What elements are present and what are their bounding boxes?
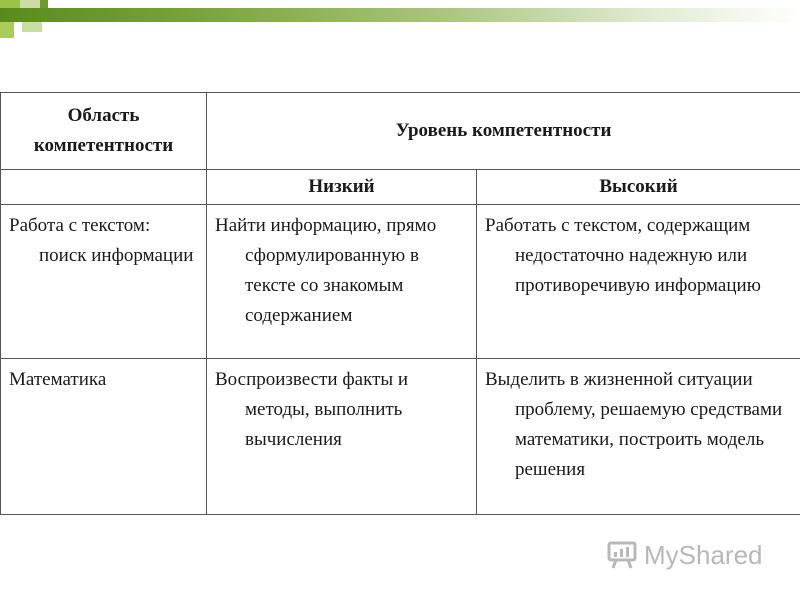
table-subheader-row [1,170,800,205]
decor-square [22,22,42,32]
row-low-cell: Воспроизвести факты и методы, выполнить вычисления [207,359,477,515]
decor-square [0,0,20,8]
row-high-cell: Выделить в жизненной ситуации проблему, решаемую средствами математики, построить модель решения [477,359,800,515]
presentation-board-icon [606,540,638,570]
row-area-cell: Математика [1,359,207,515]
header-gradient-bar [0,8,800,22]
header-high: Высокий [477,170,800,205]
table-row [1,359,800,515]
header-area: Область компетентности [1,93,207,170]
row-low-cell: Найти информацию, прямо сформулированную в тексте со знакомым содержанием [207,205,477,359]
decor-square [0,22,14,38]
table-row [1,205,800,359]
logo-text: MyShared [644,539,763,570]
row-high-cell: Работать с текстом, содержащим недостаточно надежную или противоречивую информацию [477,205,800,359]
header-low: Низкий [207,170,477,205]
decor-square [40,0,48,8]
header-level: Уровень компетентности [207,93,800,170]
table-header-row [1,93,800,170]
header-empty-cell [1,170,207,205]
myshared-logo [606,538,763,572]
decor-square [20,0,40,8]
row-area-cell: Работа с текстом: поиск информации [1,205,207,359]
competence-table [0,92,800,515]
